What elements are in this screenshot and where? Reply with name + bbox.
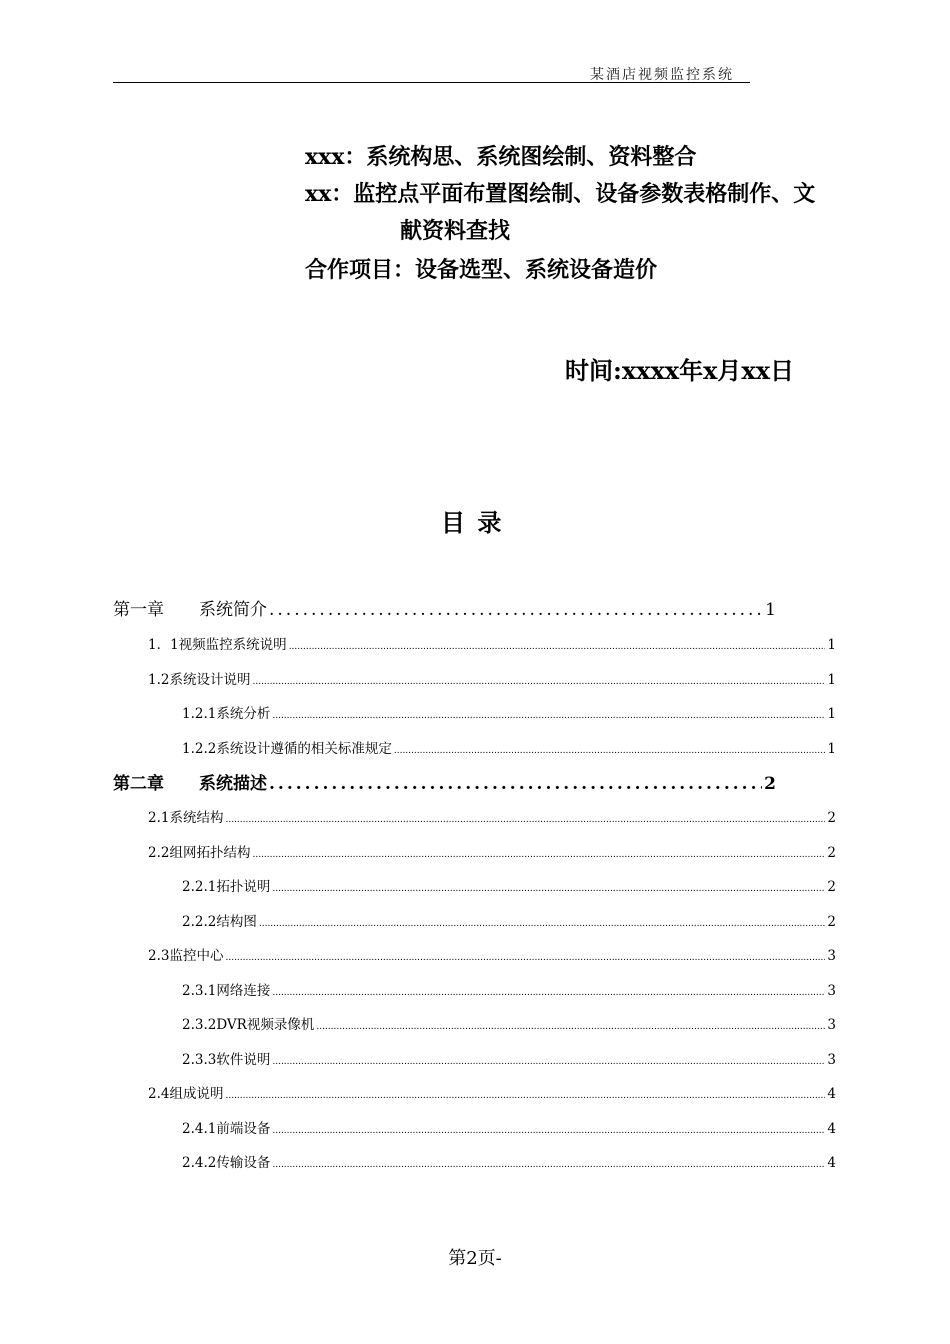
credit-line-1: xxx：系统构思、系统图绘制、资料整合 [305,144,697,170]
toc-entry-1-2-1[interactable] [182,702,836,722]
toc-entry-2-3-2[interactable] [182,1013,836,1033]
toc-entry-label: 2.4.1前端设备 [182,1121,271,1137]
running-header: 某酒店视频监控系统 [590,67,734,83]
toc-entry-label: 系统描述 [199,774,267,794]
toc-title: 目 录 [441,508,504,537]
toc-page-number: 4 [827,1086,836,1102]
toc-entry-2-2-1[interactable] [182,875,836,895]
toc-page-number: 4 [827,1155,836,1171]
toc-page-number: 1 [765,600,776,620]
toc-leader [269,600,763,620]
credit-line-2: xx：监控点平面布置图绘制、设备参数表格制作、文 [305,181,816,207]
toc-leader [269,774,762,794]
toc-page-number: 1 [827,741,836,757]
toc-entry-2-3-1[interactable] [182,979,836,999]
toc-leader [272,711,825,721]
toc-entry-label: 2.2.2结构图 [182,914,257,930]
toc-leader [252,850,825,860]
toc-page-number: 3 [827,948,836,964]
toc-entry-label: 2.3.1网络连接 [182,983,271,999]
date-line: 时间:xxxx年x月xx日 [565,356,795,385]
toc-entry-label: 1.2.1系统分析 [182,706,271,722]
toc-entry-label: 1.2.2系统设计遵循的相关标准规定 [182,741,392,757]
toc-entry-2-2[interactable] [148,841,836,861]
toc-page-number: 2 [827,879,836,895]
toc-leader [289,642,826,652]
credit-line-3: 献资料查找 [400,218,511,244]
toc-page-number: 2 [764,774,776,794]
page-footer: 第2页- [448,1248,502,1269]
toc-entry-1-2-2[interactable] [182,737,836,757]
toc-leader [272,1057,825,1067]
toc-page-number: 3 [827,1017,836,1033]
toc-entry-2-3[interactable] [148,944,836,964]
toc-page-number: 4 [827,1121,836,1137]
toc-chapter-2[interactable] [113,769,776,794]
toc-page-number: 2 [827,845,836,861]
toc-entry-label: 2.3.3软件说明 [182,1052,271,1068]
credit-line-4: 合作项目：设备选型、系统设备造价 [305,257,658,283]
toc-leader [225,1091,825,1101]
toc-leader [316,1022,825,1032]
header-rule [113,82,750,83]
toc-entry-label: 2.3监控中心 [148,948,224,964]
toc-entry-label: 2.1系统结构 [148,810,224,826]
toc-leader [225,953,825,963]
toc-leader [225,815,825,825]
toc-entry-1-1[interactable] [148,633,836,653]
toc-entry-label: 系统简介 [199,600,267,620]
toc-entry-label: 1．1视频监控系统说明 [148,637,287,653]
toc-page-number: 1 [827,706,836,722]
toc-entry-label: 2.4.2传输设备 [182,1155,271,1171]
toc-page-number: 3 [827,983,836,999]
toc-leader [272,884,825,894]
toc-leader [272,988,825,998]
toc-leader [259,919,826,929]
toc-entry-2-4-2[interactable] [182,1151,836,1171]
toc-page-number: 1 [827,672,836,688]
toc-entry-2-4[interactable] [148,1082,836,1102]
toc-entry-label: 1.2系统设计说明 [148,672,251,688]
toc-entry-1-2[interactable] [148,668,836,688]
toc-leader [272,1126,825,1136]
toc-entry-2-3-3[interactable] [182,1048,836,1068]
toc-leader [252,677,825,687]
toc-chapter-number: 第一章 [113,600,164,620]
toc-page-number: 3 [827,1052,836,1068]
toc-entry-2-1[interactable] [148,806,836,826]
toc-entry-2-2-2[interactable] [182,910,836,930]
toc-entry-label: 2.2组网拓扑结构 [148,845,251,861]
toc-entry-label: 2.4组成说明 [148,1086,224,1102]
toc-entry-2-4-1[interactable] [182,1117,836,1137]
toc-entry-label: 2.2.1拓扑说明 [182,879,271,895]
toc-chapter-1[interactable] [113,595,776,620]
toc-page-number: 2 [827,914,836,930]
toc-page-number: 2 [827,810,836,826]
toc-entry-label: 2.3.2DVR视频录像机 [182,1017,315,1033]
toc-leader [272,1160,825,1170]
toc-chapter-number: 第二章 [113,774,164,794]
toc-page-number: 1 [827,637,836,653]
toc-leader [394,746,826,756]
